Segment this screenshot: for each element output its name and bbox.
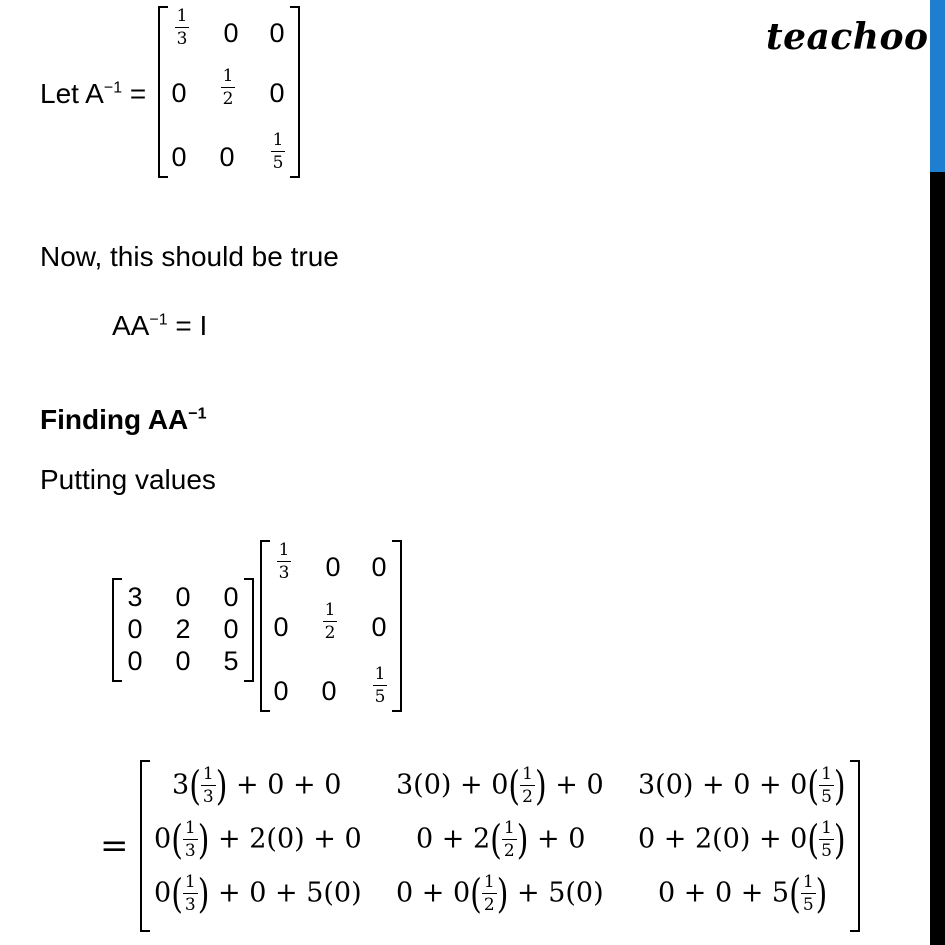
right-sidebar [930,0,945,945]
matrix-cell: 0 [321,676,337,706]
heading-sup: −1 [188,405,207,423]
matrix-cell: 0 [127,614,143,644]
matrix-cell: $\frac{1}{5}$ [272,130,284,173]
right-bracket [850,760,860,932]
inverse-matrix-2 [260,540,402,712]
matrix-cell: $\frac{1}{2}$ [222,66,234,109]
matrix-cell: $\frac{1}{3}$ [278,540,290,583]
teachoo-logo: teachoo [766,16,929,58]
matrix-cell: 0 [269,78,285,108]
result-cell: 0 + 0 + 5( $\frac{1}{5}$ ) [658,870,828,918]
matrix-cell: 0 [371,552,387,582]
matrix-cell: 0 [171,78,187,108]
matrix-cell: 0 [273,612,289,642]
result-cell: 0( $\frac{1}{3}$ ) + 2(0) + 0 [154,816,362,864]
identity-equation [112,312,207,340]
matrix-cell: 0 [171,142,187,172]
result-cell: 3(0) + 0( $\frac{1}{2}$ ) + 0 [396,762,604,810]
inverse-matrix [158,6,300,178]
matrix-cell: 0 [223,582,239,612]
matrix-cell: 0 [175,646,191,676]
matrix-cell: 0 [325,552,341,582]
result-cell: 3( $\frac{1}{3}$ ) + 0 + 0 [172,762,342,810]
matrix-cell: 0 [273,676,289,706]
matrix-a [112,578,254,682]
section-heading [40,406,207,434]
matrix-cell: $\frac{1}{3}$ [176,6,188,49]
equals-identity: = I [167,310,208,341]
matrix-cell: 0 [223,18,239,48]
matrix-cell: 0 [175,582,191,612]
matrix-cell: $\frac{1}{2}$ [324,600,336,643]
equals-sign: = [122,78,147,109]
result-cell: 0 + 2(0) + 0( $\frac{1}{5}$ ) [638,816,846,864]
matrix-cell: $\frac{1}{5}$ [374,664,386,707]
aa-text: AA [112,310,150,341]
putting-values-text: Putting values [40,464,216,495]
inverse-sup: −1 [103,79,123,97]
inverse-sup: −1 [149,311,168,329]
left-bracket [140,760,150,932]
matrix-cell: 0 [127,646,143,676]
matrix-cell: 5 [223,646,239,676]
result-matrix [140,760,860,936]
sidebar-accent [930,0,945,172]
matrix-cell: 0 [219,142,235,172]
result-cell: 3(0) + 0 + 0( $\frac{1}{5}$ ) [638,762,846,810]
matrix-cell: 3 [127,582,143,612]
heading-text: Finding AA [40,404,189,435]
result-equals: = [100,826,129,866]
let-inverse-label [40,80,146,108]
result-cell: 0 + 2( $\frac{1}{2}$ ) + 0 [416,816,586,864]
matrix-cell: 0 [371,612,387,642]
matrix-cell: 0 [269,18,285,48]
result-cell: 0( $\frac{1}{3}$ ) + 0 + 5(0) [154,870,362,918]
let-text: Let A [40,78,104,109]
matrix-cell: 2 [175,614,191,644]
result-cell: 0 + 0( $\frac{1}{2}$ ) + 5(0) [396,870,604,918]
matrix-cell: 0 [223,614,239,644]
statement-text: Now, this should be true [40,241,339,272]
